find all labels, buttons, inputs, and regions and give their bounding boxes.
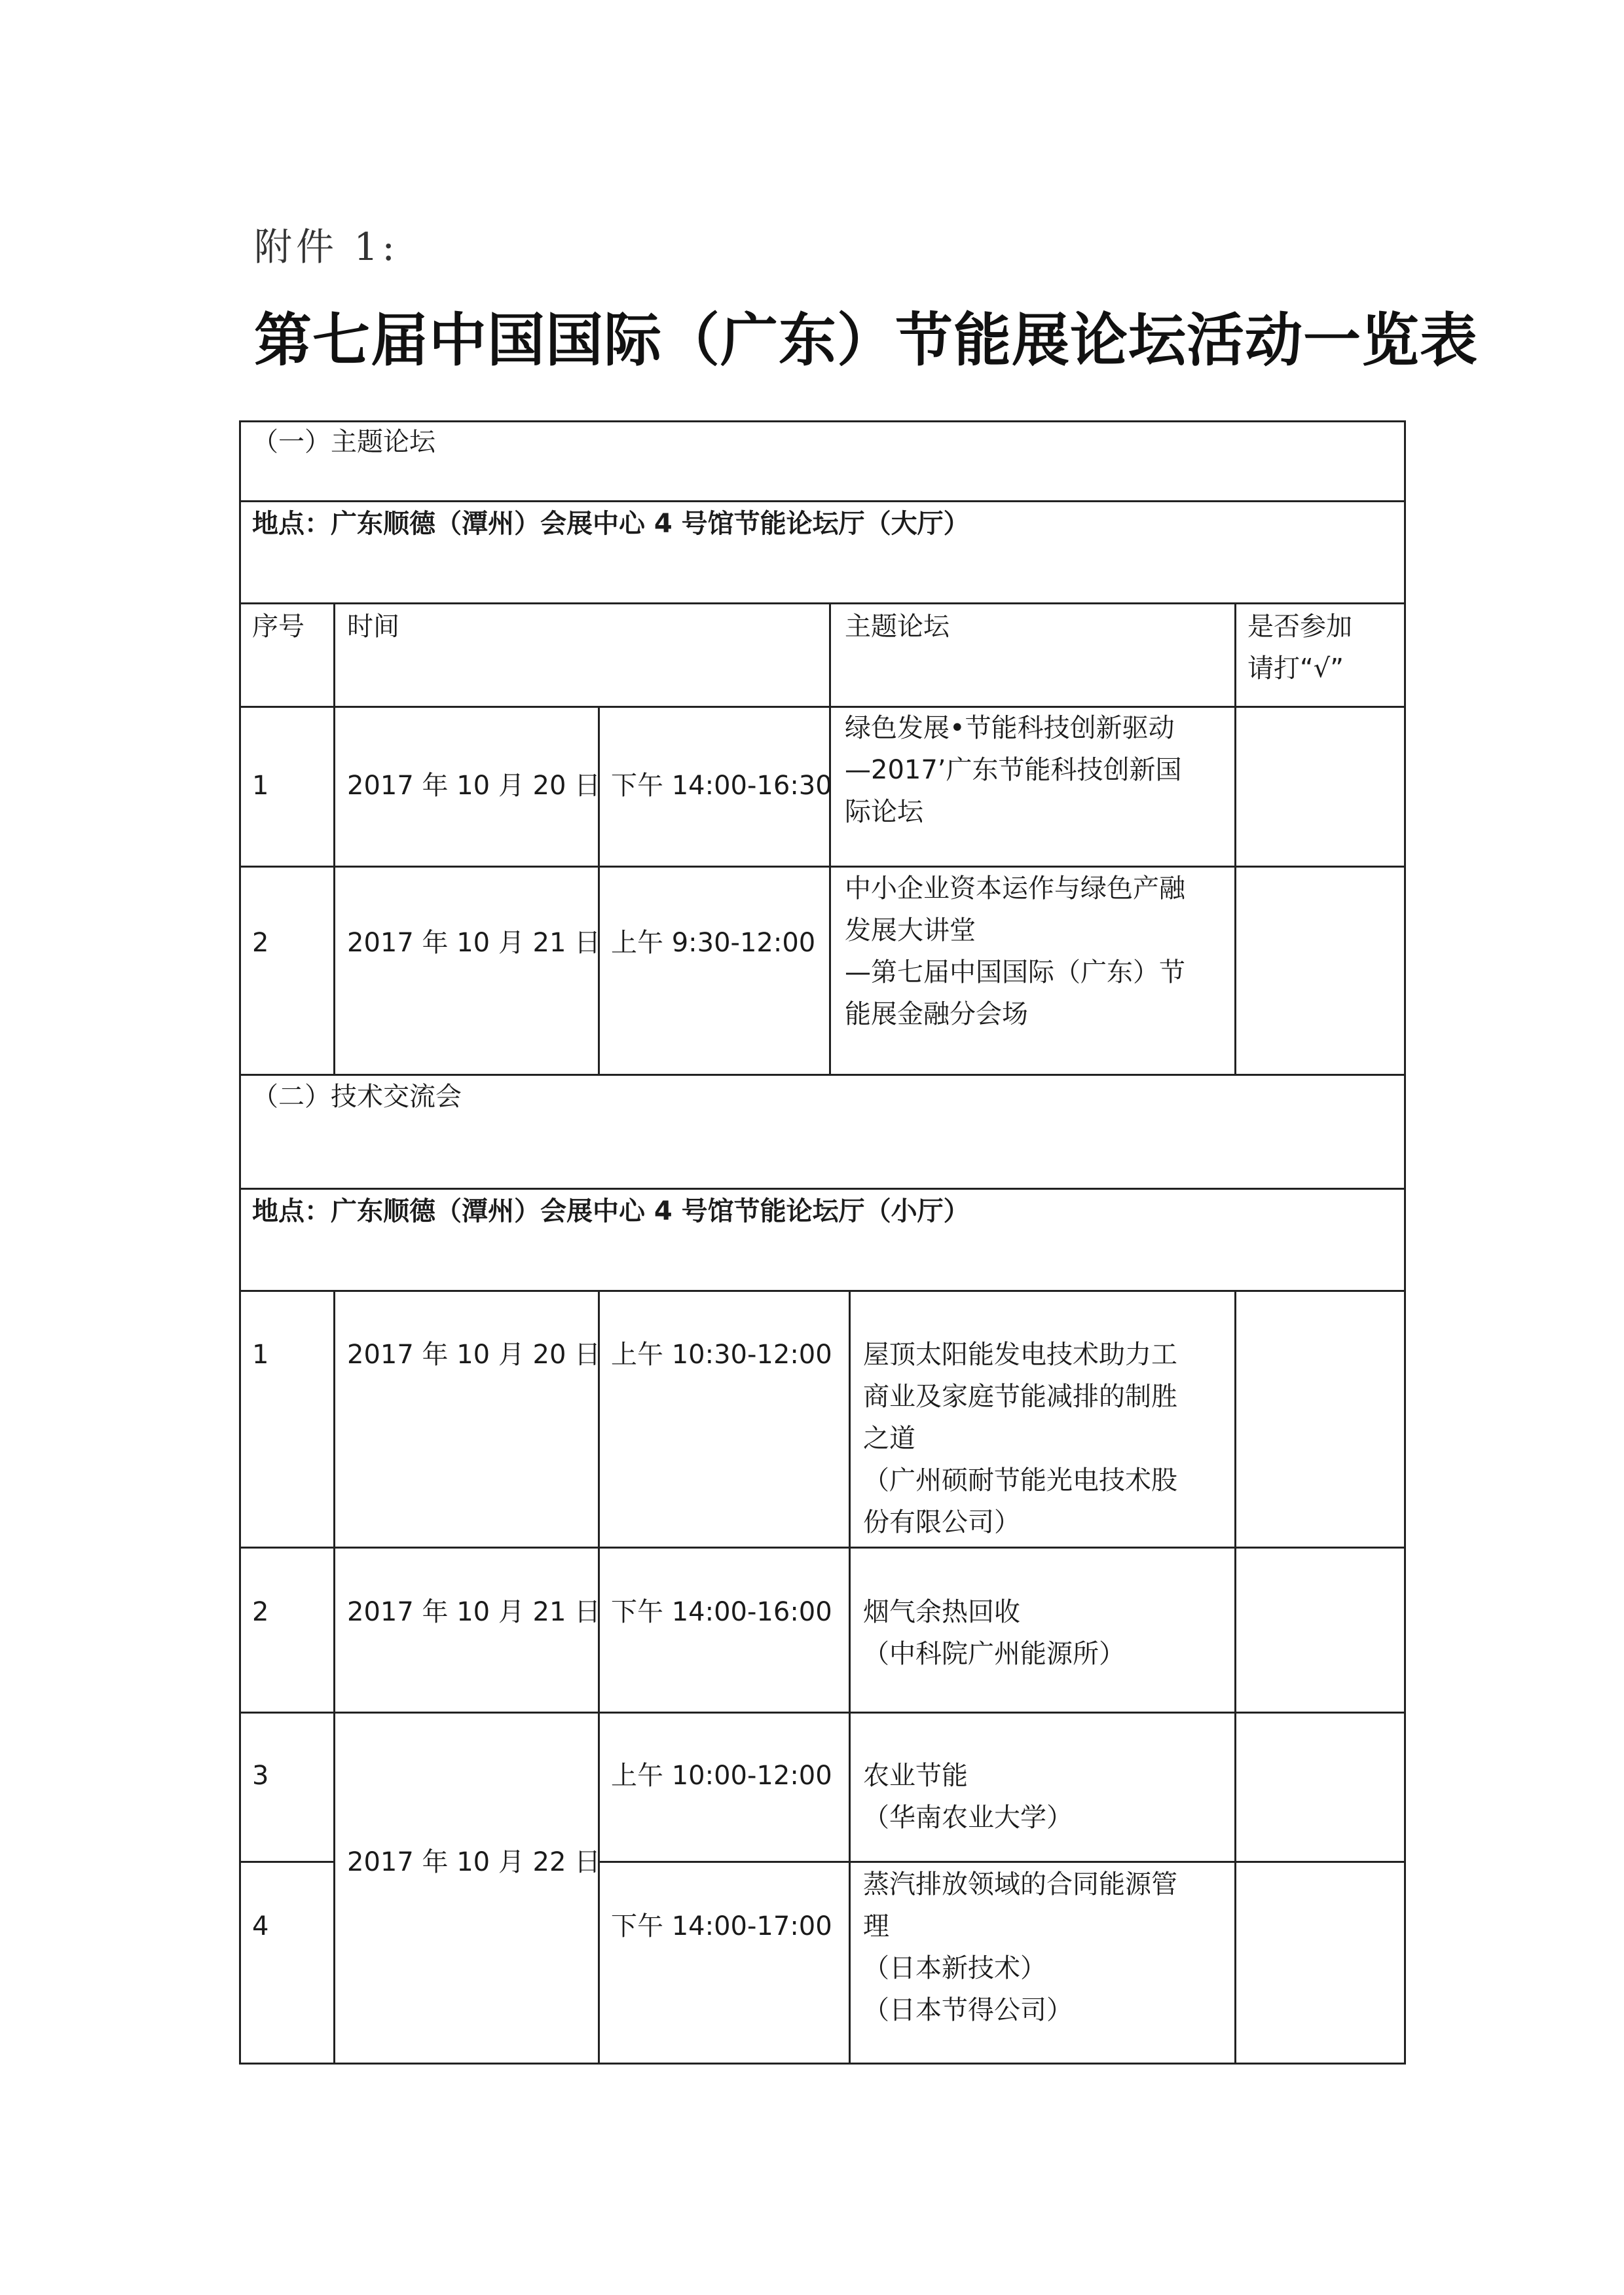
col-divider bbox=[598, 706, 600, 1074]
s1-row2-date: 2017 年 10 月 21 日 bbox=[347, 928, 601, 958]
section2-location: 地点：广东顺德（潭州）会展中心 4 号馆节能论坛厅（小厅） bbox=[252, 1196, 970, 1226]
s2-row4-no: 4 bbox=[252, 1911, 269, 1941]
col-divider bbox=[333, 602, 335, 1074]
header-attend bbox=[1247, 606, 1352, 689]
header-time: 时间 bbox=[347, 612, 399, 642]
header-attend-line2: 请打“√” bbox=[1247, 653, 1344, 684]
s1-row1-topic: 绿色发展•节能科技创新驱动 —2017’广东节能科技创新国 际论坛 bbox=[845, 713, 1182, 827]
header-attend-line1: 是否参加 bbox=[1247, 612, 1352, 642]
row-divider bbox=[239, 1290, 1406, 1292]
s1-row2-topic: 中小企业资本运作与绿色产融 发展大讲堂 —第七届中国国际（广东）节 能展金融分会场 bbox=[845, 873, 1185, 1029]
s2-row4-time: 下午 14:00-17:00 bbox=[611, 1911, 832, 1941]
s2-row3-time: 上午 10:00-12:00 bbox=[611, 1761, 832, 1791]
row-divider bbox=[239, 706, 1406, 708]
header-no: 序号 bbox=[252, 612, 304, 642]
row-divider bbox=[239, 866, 1406, 868]
annex-label: 附件 1: bbox=[254, 225, 399, 269]
s2-row3-4-date: 2017 年 10 月 22 日 bbox=[347, 1847, 601, 1877]
s2-row1-time: 上午 10:30-12:00 bbox=[611, 1340, 832, 1370]
s1-row1-time: 下午 14:00-16:30 bbox=[611, 771, 832, 801]
col-divider bbox=[1234, 1290, 1236, 2065]
section1-location: 地点：广东顺德（潭州）会展中心 4 号馆节能论坛厅（大厅） bbox=[252, 509, 970, 539]
col-divider bbox=[849, 1290, 851, 2065]
row-divider bbox=[599, 1861, 1406, 1863]
section1-heading: （一）主题论坛 bbox=[252, 427, 435, 457]
activity-table bbox=[239, 420, 1406, 2065]
col-divider bbox=[333, 1290, 335, 2065]
col-divider bbox=[1234, 602, 1236, 1074]
row-divider bbox=[239, 1712, 1406, 1714]
s2-row2-time: 下午 14:00-16:00 bbox=[611, 1597, 832, 1627]
s2-row2-no: 2 bbox=[252, 1597, 269, 1627]
col-divider bbox=[598, 1290, 600, 2065]
header-topic: 主题论坛 bbox=[845, 612, 950, 642]
row-divider bbox=[239, 1547, 1406, 1549]
s1-row1-no: 1 bbox=[252, 771, 269, 801]
s1-row2-time: 上午 9:30-12:00 bbox=[611, 928, 816, 958]
s1-row2-no: 2 bbox=[252, 928, 269, 958]
s2-row2-topic: 烟气余热回收 （中科院广州能源所） bbox=[863, 1597, 1125, 1669]
s2-row1-date: 2017 年 10 月 20 日 bbox=[347, 1340, 601, 1370]
row-divider bbox=[239, 602, 1406, 604]
section2-heading: （二）技术交流会 bbox=[252, 1082, 462, 1112]
col-divider bbox=[829, 602, 831, 1074]
row-divider bbox=[239, 1188, 1406, 1190]
row-divider bbox=[239, 500, 1406, 502]
s2-row1-topic: 屋顶太阳能发电技术助力工 商业及家庭节能减排的制胜 之道 （广州硕耐节能光电技术股 份有限公司） bbox=[863, 1340, 1177, 1537]
s2-row3-no: 3 bbox=[252, 1761, 269, 1791]
s2-row3-topic: 农业节能 （华南农业大学） bbox=[863, 1761, 1073, 1833]
s2-row1-no: 1 bbox=[252, 1340, 269, 1370]
s2-row2-date: 2017 年 10 月 21 日 bbox=[347, 1597, 601, 1627]
row-divider bbox=[239, 1861, 335, 1863]
s1-row1-date: 2017 年 10 月 20 日 bbox=[347, 771, 601, 801]
s2-row4-topic: 蒸汽排放领域的合同能源管 理 （日本新技术） （日本节得公司） bbox=[863, 1869, 1177, 2025]
document-title: 第七届中国国际（广东）节能展论坛活动一览表 bbox=[254, 306, 1479, 374]
